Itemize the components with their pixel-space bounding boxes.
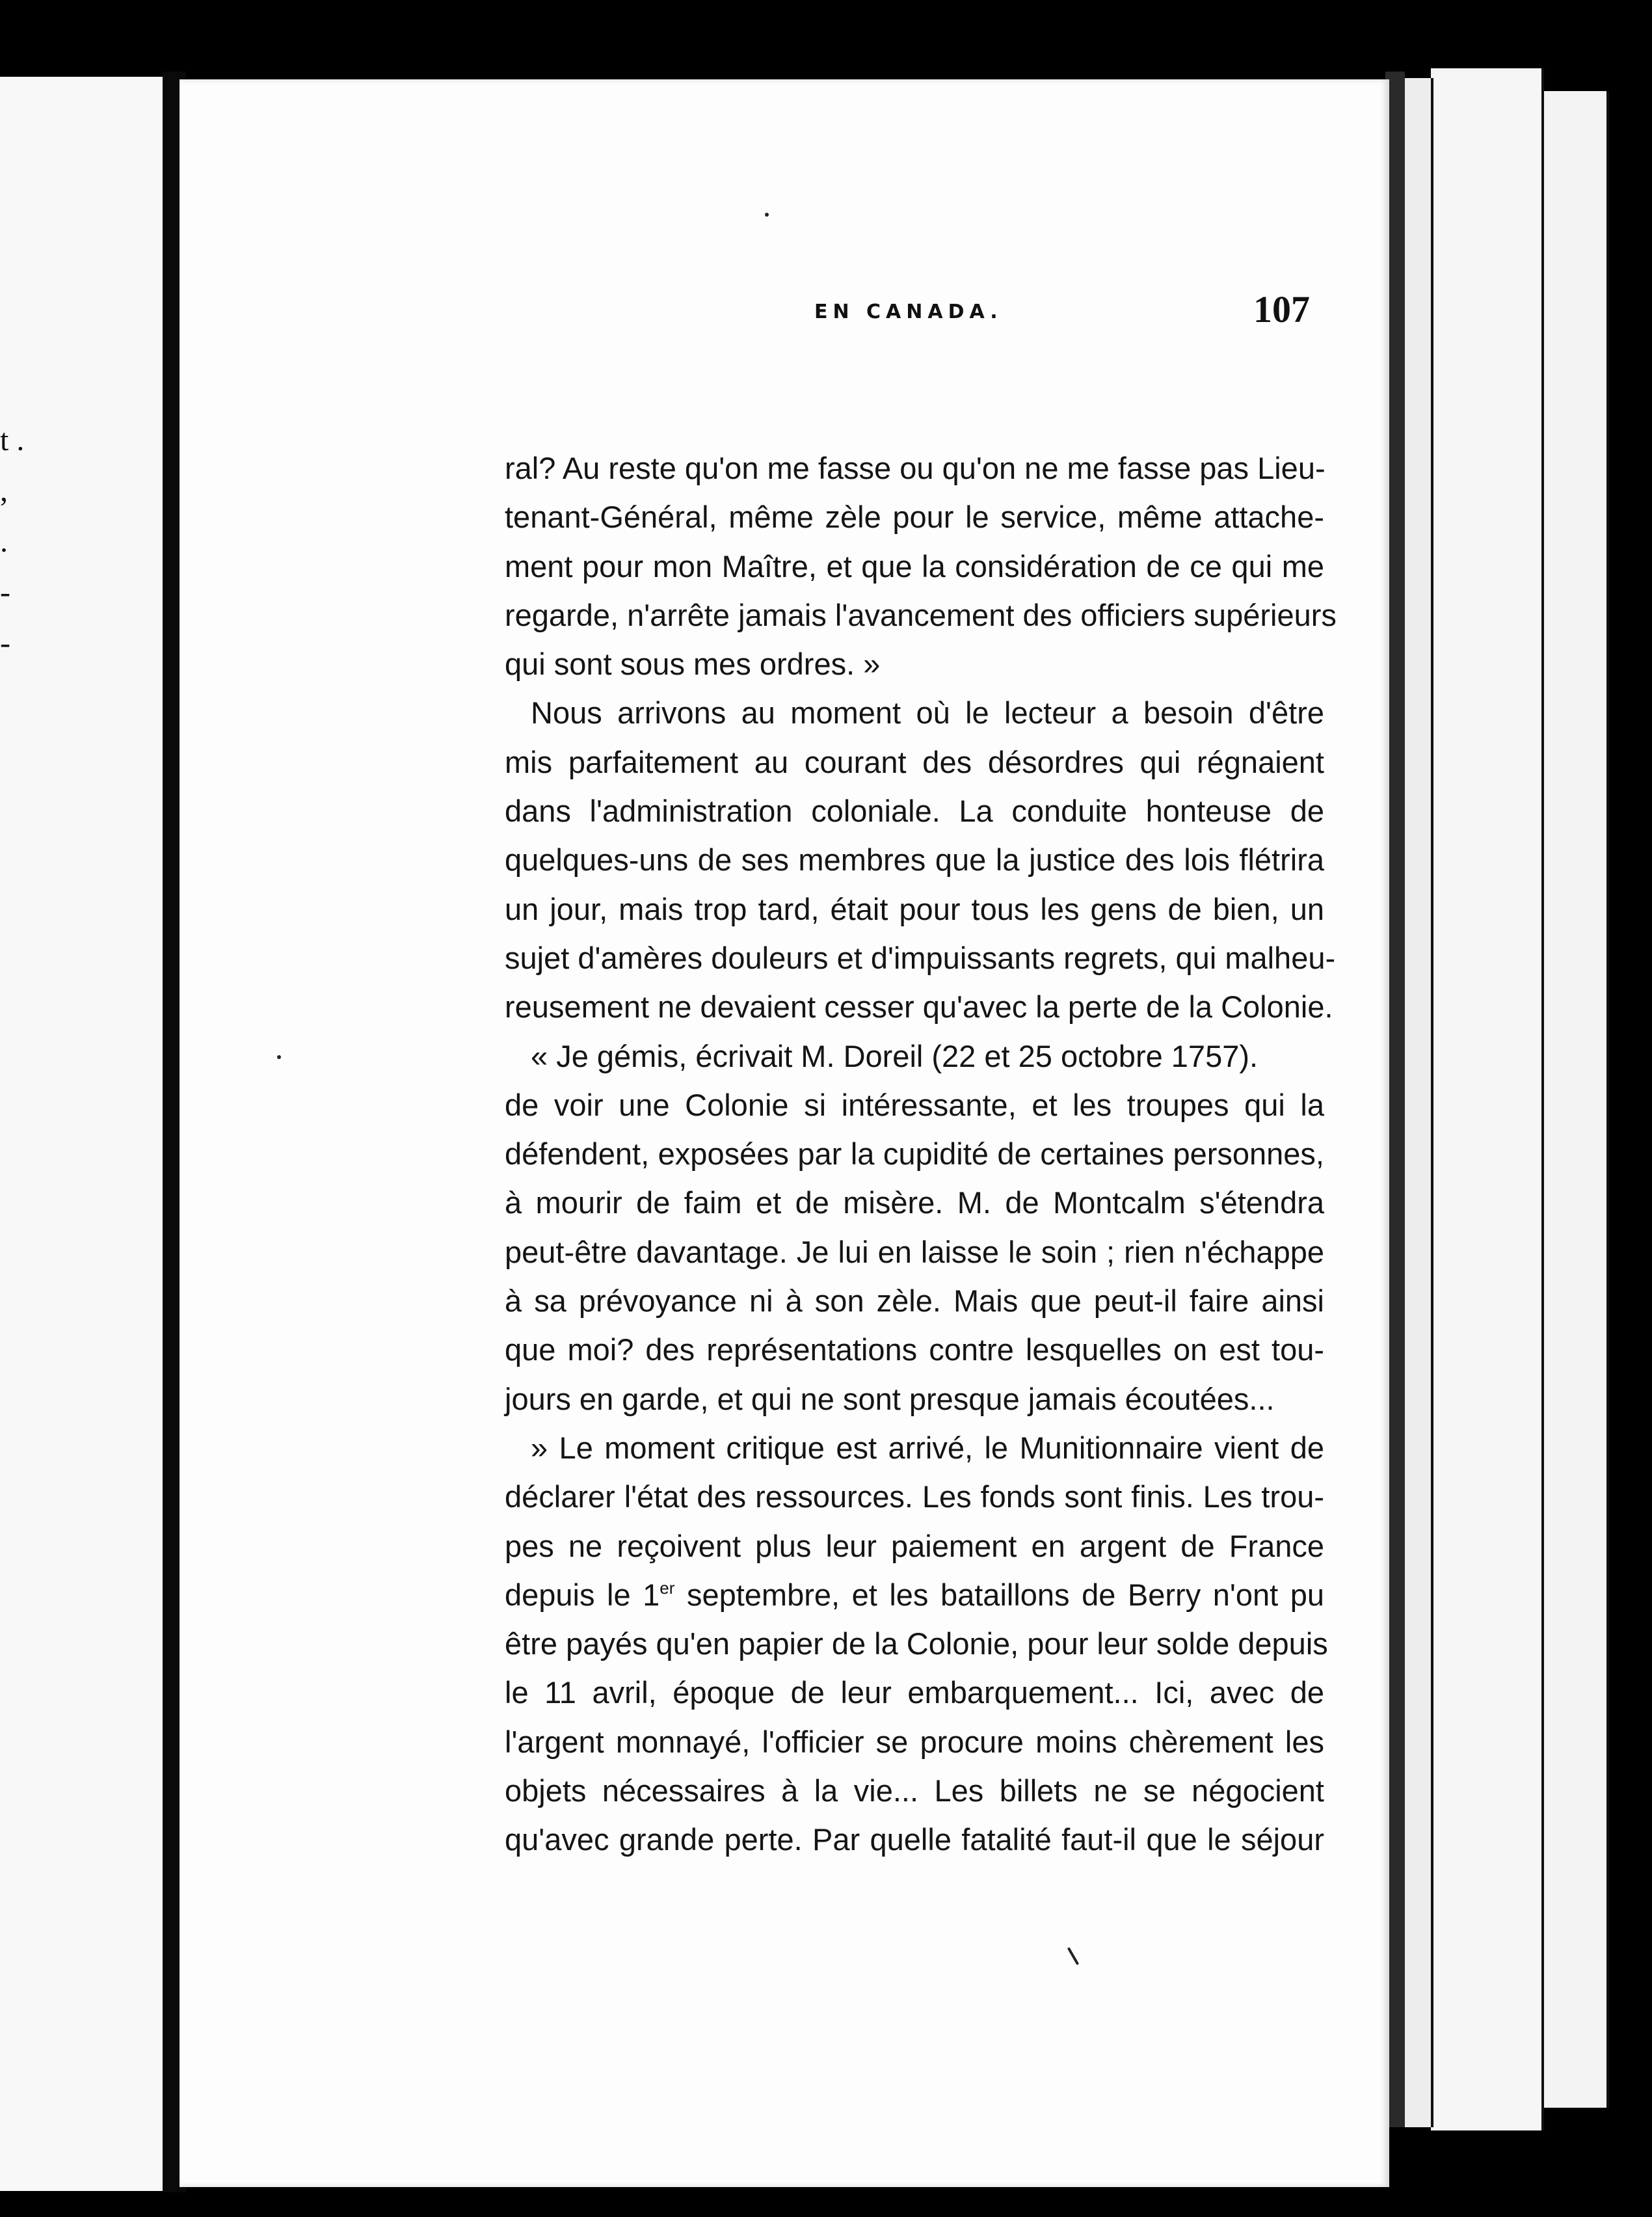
page-stack-edge	[1431, 68, 1544, 2130]
text-line: objets nécessaires à la vie... Les billets ne se négocient	[505, 1773, 1324, 1808]
text-line: depuis le 1er septembre, et les bataillons de Berry n'ont pu	[505, 1577, 1324, 1612]
text-line: ral? Au reste qu'on me fasse ou qu'on ne me fasse pas Lieu-	[505, 451, 1326, 485]
text-line: un jour, mais trop tard, était pour tous les gens de bien, un	[505, 891, 1324, 926]
text-line: reusement ne devaient cesser qu'avec la perte de la Colonie.	[505, 989, 1333, 1025]
margin-mark: .	[0, 524, 8, 559]
text-line: être payés qu'en papier de la Colonie, pour leur solde depuis	[505, 1626, 1328, 1661]
text-line: à sa prévoyance ni à son zèle. Mais que peut-il faire ainsi	[505, 1283, 1324, 1319]
text-line: à mourir de faim et de misère. M. de Montcalm s'étendra	[505, 1185, 1324, 1220]
page-number: 107	[1253, 288, 1310, 330]
left-margin-marks	[0, 415, 39, 669]
text-line: pes ne reçoivent plus leur paiement en argent de France	[505, 1528, 1324, 1563]
text-line: sujet d'amères douleurs et d'impuissants regrets, qui malheu-	[505, 940, 1336, 975]
text-line: peut-être davantage. Je lui en laisse le soin ; rien n'échappe	[505, 1234, 1324, 1269]
margin-mark: -	[0, 626, 10, 660]
text-line: » Le moment critique est arrivé, le Munitionnaire vient de	[531, 1430, 1324, 1465]
text-line: de voir une Colonie si intéressante, et les troupes qui la	[505, 1087, 1324, 1122]
margin-mark: -	[0, 575, 10, 610]
margin-mark: ,	[0, 474, 8, 508]
scan-speck	[765, 213, 769, 217]
text-line: regarde, n'arrête jamais l'avancement des officiers supérieurs	[505, 597, 1337, 632]
margin-mark: t .	[0, 423, 25, 457]
text-line: Nous arrivons au moment où le lecteur a besoin d'être	[531, 695, 1324, 731]
text-line: défendent, exposées par la cupidité de certaines personnes,	[505, 1136, 1324, 1172]
scan-speck	[1067, 1947, 1079, 1965]
text-line: qui sont sous mes ordres. »	[505, 647, 881, 682]
running-head: EN CANADA.	[814, 301, 1003, 323]
text-line: qu'avec grande perte. Par quelle fatalité faut-il que le séjour	[505, 1822, 1324, 1857]
text-line: que moi? des représentations contre lesquelles on est tou-	[505, 1332, 1324, 1367]
text-line: mis parfaitement au courant des désordres qui régnaient	[505, 744, 1324, 779]
text-line: « Je gémis, écrivait M. Doreil (22 et 25 octobre 1757).	[531, 1038, 1259, 1073]
text-line: déclarer l'état des ressources. Les fonds sont finis. Les trou-	[505, 1479, 1324, 1514]
text-line: quelques-uns de ses membres que la justice des lois flétrira	[505, 842, 1324, 878]
body-text	[505, 444, 1337, 1864]
text-line: dans l'administration coloniale. La conduite honteuse de	[505, 794, 1324, 829]
text-line: le 11 avril, époque de leur embarquement... Ici, avec de	[505, 1675, 1324, 1710]
text-line: ment pour mon Maître, et que la considération de ce qui me	[505, 548, 1324, 584]
previous-page-edge	[0, 77, 163, 2191]
text-line: jours en garde, et qui ne sont presque jamais écoutées...	[505, 1381, 1275, 1416]
book-page	[180, 79, 1389, 2187]
scan-speck	[277, 1055, 281, 1059]
text-line: l'argent monnayé, l'officier se procure moins chèrement les	[505, 1724, 1324, 1759]
text-line: tenant-Général, même zèle pour le service, même attache-	[505, 500, 1324, 535]
